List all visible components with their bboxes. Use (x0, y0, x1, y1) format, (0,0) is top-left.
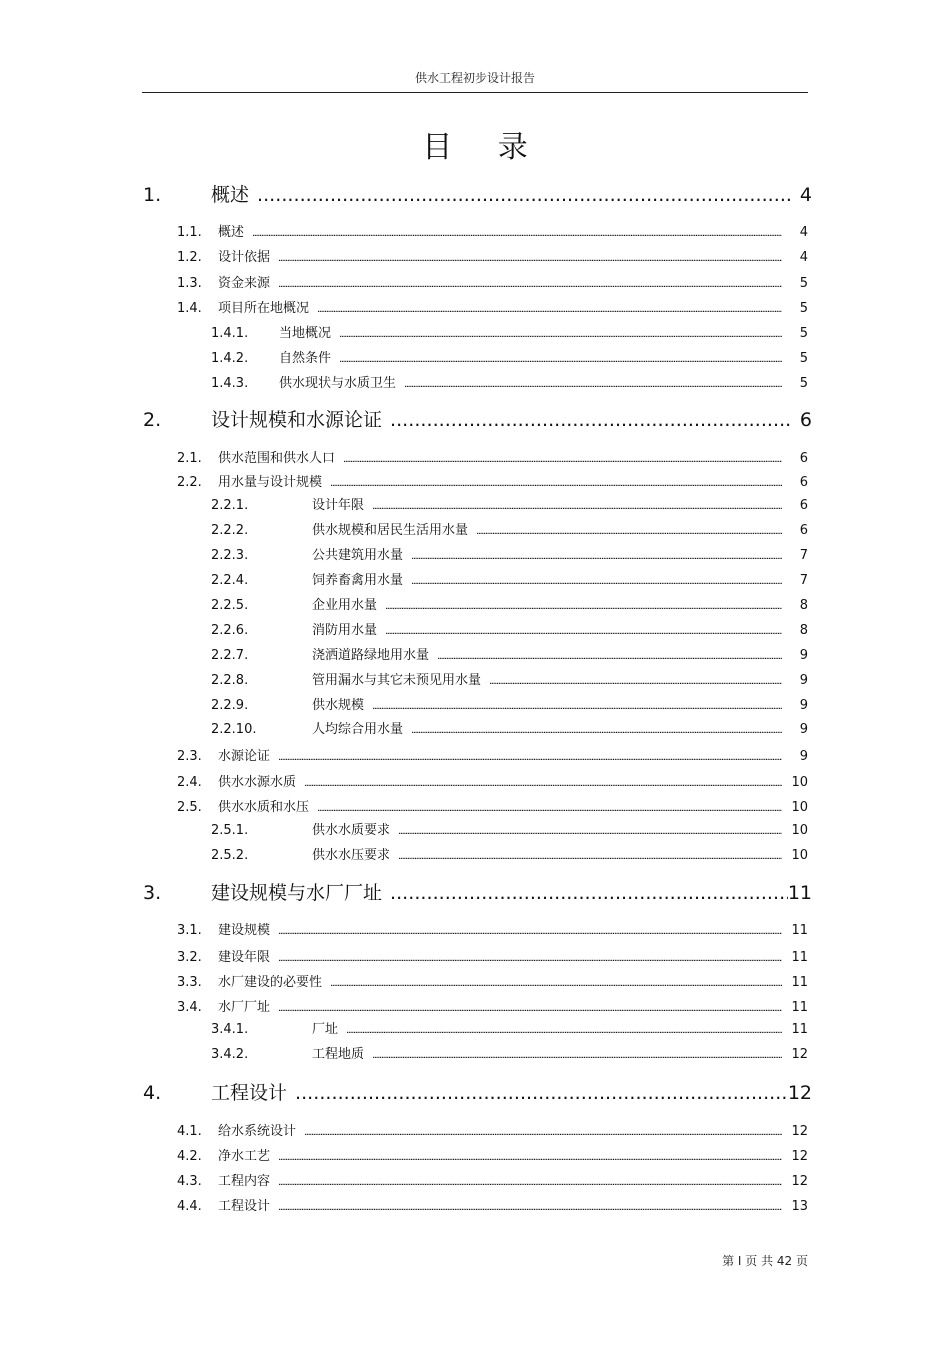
toc-entry-page: 9 (799, 648, 808, 663)
toc-entry-number: 2.2.5. (211, 598, 249, 613)
toc-entry-label: 人均综合用水量 (312, 722, 404, 737)
toc-entry[interactable] (211, 519, 808, 541)
toc-entry-number: 4.4. (177, 1199, 202, 1214)
dot-leader (295, 1082, 788, 1104)
toc-entry-number: 2.2. (177, 475, 202, 490)
toc-entry-page: 11 (791, 975, 808, 990)
toc-entry-number: 2.2.1. (211, 498, 249, 513)
dot-leader (372, 701, 782, 712)
dot-leader (330, 478, 782, 489)
dot-leader (330, 978, 782, 989)
toc-entry[interactable] (177, 1195, 808, 1217)
toc-entry-number: 1.2. (177, 250, 202, 265)
toc-entry-page: 11 (791, 1000, 808, 1015)
toc-entry-page: 11 (787, 882, 812, 904)
toc-entry-label: 设计年限 (312, 498, 365, 513)
dot-leader (411, 576, 782, 587)
dot-leader (476, 526, 782, 537)
dot-leader (437, 651, 782, 662)
toc-entry-label: 建设规模与水厂厂址 (211, 882, 383, 904)
toc-entry-page: 5 (799, 276, 808, 291)
toc-entry-page: 5 (799, 326, 808, 341)
toc-entry-page: 11 (791, 923, 808, 938)
dot-leader (398, 851, 782, 862)
toc-entry-number: 2.2.8. (211, 673, 249, 688)
toc-entry-label: 建设规模 (218, 923, 271, 938)
toc-entry-page: 10 (791, 823, 808, 838)
toc-entry[interactable] (177, 1120, 808, 1142)
toc-entry-page: 5 (799, 376, 808, 391)
dot-leader (411, 725, 782, 736)
toc-entry-number: 1.3. (177, 276, 202, 291)
toc-entry[interactable] (211, 569, 808, 591)
toc-entry[interactable] (143, 180, 812, 208)
toc-entry-number: 2.2.9. (211, 698, 249, 713)
toc-entry[interactable] (211, 322, 808, 344)
toc-entry[interactable] (143, 405, 812, 433)
toc-entry-label: 设计规模和水源论证 (211, 409, 383, 431)
toc-entry-page: 11 (791, 950, 808, 965)
dot-leader (304, 778, 782, 789)
toc-entry-label: 工程设计 (218, 1199, 271, 1214)
toc-entry-label: 管用漏水与其它未预见用水量 (312, 673, 482, 688)
toc-entry-number: 3.3. (177, 975, 202, 990)
toc-entry-label: 供水水压要求 (312, 848, 391, 863)
toc-entry-label: 厂址 (312, 1022, 339, 1037)
dot-leader (343, 454, 782, 465)
dot-leader (304, 1127, 782, 1138)
toc-entry-page: 6 (799, 451, 808, 466)
toc-entry-number: 2.2.2. (211, 523, 249, 538)
toc-entry[interactable] (211, 694, 808, 716)
toc-entry-page: 8 (799, 598, 808, 613)
toc-entry[interactable] (177, 796, 808, 818)
toc-entry-number: 3. (143, 882, 162, 904)
toc-entry-label: 饲养畜禽用水量 (312, 573, 404, 588)
dot-leader (278, 1003, 782, 1014)
toc-entry-label: 水源论证 (218, 749, 271, 764)
toc-entry-label: 企业用水量 (312, 598, 378, 613)
toc-entry-number: 3.2. (177, 950, 202, 965)
dot-leader (489, 676, 782, 687)
dot-leader (390, 882, 788, 904)
toc-entry[interactable] (211, 544, 808, 566)
toc-entry-number: 3.1. (177, 923, 202, 938)
toc-entry-number: 2.2.6. (211, 623, 249, 638)
toc-entry-page: 6 (799, 409, 812, 431)
dot-leader (411, 551, 782, 562)
toc-entry[interactable] (211, 494, 808, 516)
toc-entry-page: 4 (799, 184, 812, 206)
dot-leader (317, 304, 782, 315)
toc-entry-page: 6 (799, 475, 808, 490)
toc-entry-number: 3.4. (177, 1000, 202, 1015)
toc-entry-page: 9 (799, 698, 808, 713)
toc-entry-number: 2.3. (177, 749, 202, 764)
toc-entry[interactable] (211, 1043, 808, 1065)
toc-entry[interactable] (177, 971, 808, 993)
dot-leader (278, 1152, 782, 1163)
dot-leader (339, 354, 782, 365)
toc-entry-label: 供水水质和水压 (218, 800, 310, 815)
toc-entry-label: 供水现状与水质卫生 (279, 376, 397, 391)
toc-entry[interactable] (211, 594, 808, 616)
toc-entry-label: 给水系统设计 (218, 1124, 297, 1139)
toc-entry-number: 3.4.2. (211, 1047, 249, 1062)
dot-leader (278, 953, 782, 964)
toc-entry-label: 建设年限 (218, 950, 271, 965)
toc-entry-page: 10 (791, 800, 808, 815)
dot-leader (257, 184, 792, 206)
toc-entry-page: 12 (791, 1124, 808, 1139)
toc-entry[interactable] (211, 669, 808, 691)
toc-entry[interactable] (211, 644, 808, 666)
page-footer: 第 I 页 共 42 页 (722, 1254, 808, 1268)
dot-leader (278, 752, 782, 763)
toc-entry-page: 9 (799, 749, 808, 764)
toc-entry-page: 9 (799, 722, 808, 737)
toc-entry-page: 6 (799, 523, 808, 538)
dot-leader (372, 1050, 782, 1061)
toc-entry-label: 供水水源水质 (218, 775, 297, 790)
toc-entry-label: 工程内容 (218, 1174, 271, 1189)
toc-entry-number: 1.4.3. (211, 376, 249, 391)
toc-entry-label: 用水量与设计规模 (218, 475, 323, 490)
toc-entry[interactable] (177, 946, 808, 968)
toc-entry-page: 12 (791, 1174, 808, 1189)
dot-leader (385, 626, 782, 637)
dot-leader (372, 501, 782, 512)
toc-entry-number: 3.4.1. (211, 1022, 249, 1037)
toc-entry-number: 2.2.10. (211, 722, 257, 737)
toc-entry-label: 概述 (218, 225, 245, 240)
toc-entry-page: 13 (791, 1199, 808, 1214)
toc-entry-number: 4. (143, 1082, 162, 1104)
toc-entry[interactable] (177, 272, 808, 294)
toc-entry-number: 1.1. (177, 225, 202, 240)
toc-entry-page: 5 (799, 351, 808, 366)
toc-entry[interactable] (177, 221, 808, 243)
toc-entry-number: 4.1. (177, 1124, 202, 1139)
dot-leader (278, 279, 782, 290)
toc-entry-number: 2.5.1. (211, 823, 249, 838)
dot-leader (278, 926, 782, 937)
toc-entry-page: 10 (791, 848, 808, 863)
toc-entry-page: 10 (791, 775, 808, 790)
dot-leader (385, 601, 782, 612)
toc-entry-page: 12 (791, 1149, 808, 1164)
toc-entry-number: 2.2.3. (211, 548, 249, 563)
toc-entry-number: 1. (143, 184, 162, 206)
toc-entry-number: 4.2. (177, 1149, 202, 1164)
toc-entry[interactable] (211, 819, 808, 841)
toc-entry[interactable] (211, 372, 808, 394)
toc-entry-label: 项目所在地概况 (218, 301, 310, 316)
toc-entry-label: 资金来源 (218, 276, 271, 291)
toc-entry-page: 12 (791, 1047, 808, 1062)
toc-entry[interactable] (211, 1018, 808, 1040)
toc-entry-page: 6 (799, 498, 808, 513)
toc-entry-number: 1.4.2. (211, 351, 249, 366)
dot-leader (252, 228, 782, 239)
toc-entry-label: 浇洒道路绿地用水量 (312, 648, 430, 663)
toc-entry-page: 5 (799, 301, 808, 316)
toc-entry-page: 4 (799, 250, 808, 265)
toc-entry[interactable] (177, 919, 808, 941)
toc-entry-number: 1.4.1. (211, 326, 249, 341)
toc-entry[interactable] (211, 718, 808, 740)
toc-entry-number: 1.4. (177, 301, 202, 316)
dot-leader (390, 409, 792, 431)
toc-entry-page: 4 (799, 225, 808, 240)
toc-entry-label: 工程地质 (312, 1047, 365, 1062)
toc-entry[interactable] (177, 771, 808, 793)
dot-leader (346, 1025, 782, 1036)
dot-leader (317, 803, 782, 814)
toc-entry[interactable] (177, 996, 808, 1018)
toc-entry[interactable] (177, 297, 808, 319)
toc-entry-page: 7 (799, 573, 808, 588)
toc-entry-label: 供水水质要求 (312, 823, 391, 838)
toc-entry[interactable] (211, 347, 808, 369)
toc-entry-label: 水厂厂址 (218, 1000, 271, 1015)
toc-entry-number: 2.2.7. (211, 648, 249, 663)
toc-entry-number: 2.5. (177, 800, 202, 815)
toc-entry-number: 2.2.4. (211, 573, 249, 588)
toc-entry-number: 4.3. (177, 1174, 202, 1189)
toc-entry[interactable] (177, 1145, 808, 1167)
toc-entry-label: 净水工艺 (218, 1149, 271, 1164)
toc-entry-number: 2.5.2. (211, 848, 249, 863)
toc-entry-label: 工程设计 (211, 1082, 288, 1104)
header-title: 供水工程初步设计报告 (414, 71, 535, 85)
toc-entry[interactable] (143, 1078, 812, 1106)
toc-entry[interactable] (177, 447, 808, 469)
toc-entry-label: 供水规模 (312, 698, 365, 713)
dot-leader (278, 1177, 782, 1188)
toc-entry-number: 2.4. (177, 775, 202, 790)
toc-entry-page: 7 (799, 548, 808, 563)
toc-entry-label: 自然条件 (279, 351, 332, 366)
toc-entry-label: 设计依据 (218, 250, 271, 265)
toc-entry-label: 概述 (211, 184, 250, 206)
dot-leader (278, 253, 782, 264)
running-header (142, 68, 808, 93)
toc-entry-number: 2.1. (177, 451, 202, 466)
toc-entry-label: 供水规模和居民生活用水量 (312, 523, 469, 538)
toc-entry[interactable] (143, 878, 812, 906)
toc-entry[interactable] (177, 246, 808, 268)
toc-entry[interactable] (211, 844, 808, 866)
toc-entry-page: 12 (787, 1082, 812, 1104)
toc-entry-label: 供水范围和供水人口 (218, 451, 336, 466)
toc-entry[interactable] (177, 745, 808, 767)
toc-entry-page: 8 (799, 623, 808, 638)
toc-entry[interactable] (177, 471, 808, 493)
toc-entry[interactable] (177, 1170, 808, 1192)
toc-entry-label: 公共建筑用水量 (312, 548, 404, 563)
dot-leader (339, 329, 782, 340)
page-title: 目 录 (422, 130, 546, 165)
toc-entry-page: 11 (791, 1022, 808, 1037)
toc-entry-label: 水厂建设的必要性 (218, 975, 323, 990)
toc-entry[interactable] (211, 619, 808, 641)
toc-entry-page: 9 (799, 673, 808, 688)
dot-leader (404, 379, 782, 390)
toc-entry-label: 当地概况 (279, 326, 332, 341)
dot-leader (398, 826, 782, 837)
toc-entry-number: 2. (143, 409, 162, 431)
toc-entry-label: 消防用水量 (312, 623, 378, 638)
dot-leader (278, 1202, 782, 1213)
